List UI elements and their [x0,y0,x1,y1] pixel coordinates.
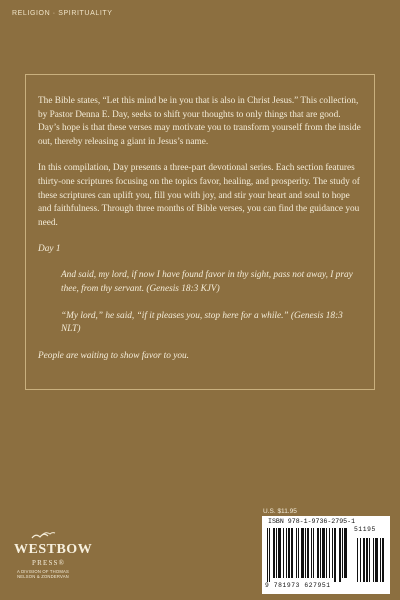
ean-digits: 9 781973 627951 [265,582,331,589]
publisher-division: A DIVISION OF THOMAS NELSON & ZONDERVAN [16,569,70,580]
scripture-quote-nlt: “My lord,” he said, “if it pleases you, stop here for a while.” (Genesis 18:3 NLT) [61,310,343,335]
barcode-icon [265,528,387,582]
day-label: Day 1 [38,244,61,255]
blurb-content [38,95,362,363]
publisher-name: WESTBOW [14,542,93,557]
blurb-paragraph-2: In this compilation, Day presents a three-part devotional series. Each section features thirty-one scriptures focusing on the topics favor, healing, and prosperity. The study of these scriptures can uplift you, fill you with joy, and stir your heart and soul to hope and faithfulness. Through three months of Bible verses, you can find the guidance you need. [38,163,360,228]
addon-digits: 51195 [354,526,376,533]
barcode-block [262,516,390,594]
publisher-logo [10,530,93,590]
isbn-text: ISBN 978-1-9736-2795-1 [268,518,356,525]
category-label: RELIGION · SPIRITUALITY [12,10,113,17]
closing-line: People are waiting to show favor to you. [38,350,189,361]
scripture-quote-kjv: And said, my lord, if now I have found favor in thy sight, pass not away, I pray thee, from thy servant. (Genesis 18:3 KJV) [61,270,353,294]
blurb-paragraph-1: The Bible states, “Let this mind be in you that is also in Christ Jesus.” This collection, by Pastor Denna E. Day, seeks to shift your thoughts to only things that are good. Day’s hope is that these verses may motivate you to transform yourself from the inside out, thereby releasing a giant in Jesus’s name. [38,96,361,147]
publisher-press: PRESS® [32,559,66,567]
price-label: U.S. $11.95 [263,508,297,515]
birds-icon [30,530,56,542]
